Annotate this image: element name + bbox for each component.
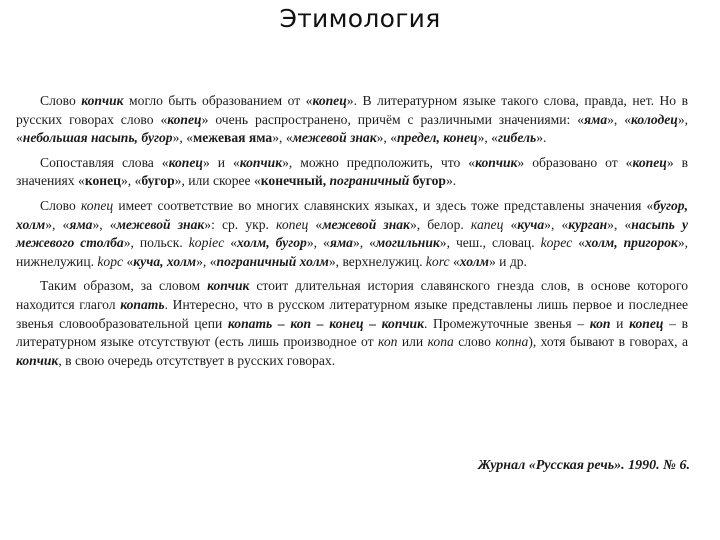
text-run: межевая яма xyxy=(193,130,273,146)
text-run: korc xyxy=(425,253,450,269)
paragraph-2: Сопоставляя слова «копец» и «копчик», можно предположить, что «копчик» образовано от «копец» в значениях «конец», «бугор», или скорее «конечный, пограничный бугор». xyxy=(16,154,689,189)
text-run: kopiec xyxy=(188,235,225,251)
source-citation: Журнал «Русская речь». 1990. № 6. xyxy=(477,458,690,473)
text-run: копец xyxy=(629,315,664,331)
text-run: копец xyxy=(276,216,309,232)
text-run: копчик xyxy=(16,352,59,368)
text-run: бугор xyxy=(141,173,175,189)
text-run: яма xyxy=(69,216,93,232)
text-run: копна xyxy=(495,334,529,350)
text-run: конец xyxy=(84,173,121,189)
text-run: колодец xyxy=(631,111,678,127)
text-run: копчик xyxy=(81,93,124,108)
text-run: холм, пригорок xyxy=(585,235,678,251)
text-run: копец xyxy=(80,197,114,213)
paragraph-3: Слово копец имеет соответствие во многих славянских языках, и здесь тоже представлены значения «бугор, холм», «яма», «межевой знак»: ср. укр. копец «межевой знак», белор. капец «куча», «курган», «насыпь у межевого столба», польск. kopiec «холм, бугор», «яма», «могильник», чеш., словац. kopec «холм, пригорок», нижнелужиц. kopc «куча, холм», «пограничный холм», верхнелужиц. korc «холм» и др. xyxy=(16,197,689,269)
text-run: копчик xyxy=(207,278,250,294)
text-run: копчик xyxy=(475,154,518,170)
text-run: копец xyxy=(168,154,203,170)
text-run: межевой знак xyxy=(322,216,410,232)
text-run: холм xyxy=(459,253,489,269)
text-run: куча xyxy=(517,216,545,232)
text-run: пограничный холм xyxy=(216,253,329,269)
text-run: пограничный xyxy=(329,173,410,189)
text-run: гибель xyxy=(497,130,537,146)
text-run: могильник xyxy=(375,235,440,251)
text-run: коп xyxy=(589,315,611,331)
text-run: kopec xyxy=(540,235,573,251)
text-run: яма xyxy=(329,235,353,251)
text-run: копец xyxy=(167,111,202,127)
text-run: небольшая насыпь, бугор xyxy=(22,130,173,146)
text-run: предел, конец xyxy=(397,130,478,146)
text-run: курган xyxy=(568,216,608,232)
page-title: Этимология xyxy=(279,4,441,33)
text-run: яма xyxy=(584,111,608,127)
text-run: копать – коп – конец – копчик xyxy=(227,315,424,331)
text-run: конечный, xyxy=(260,173,330,189)
text-run: бугор xyxy=(409,173,446,189)
text-run: межевой знак xyxy=(116,216,205,232)
text-run: насыпь у межевого столба xyxy=(16,216,689,251)
text-run: коп xyxy=(378,334,398,350)
paragraph-4: Таким образом, за словом копчик стоит длительная история славянского гнезда слов, в основе которого находится глагол копать. Интересно, что в русском литературном языке представлены лишь первое и последнее звенья словообразовательной цепи копать – коп – конец – копчик. Промежуточные звенья – коп и копец – в литературном языке отсутствуют (есть лишь производное от коп или копа слово копна), хотя бывают в говорах, а копчик, в свою очередь отсутствует в русских говорах. xyxy=(16,278,689,368)
text-run: копец xyxy=(312,93,347,108)
paragraph-1: Слово копчик могло быть образованием от «копец». В литературном языке такого слова, правда, нет. Но в русских говорах слово «копец» очень распространено, причём с различными значениями: «яма», «колодец», «небольшая насыпь, бугор», «межевая яма», «межевой знак», «предел, конец», «гибель». xyxy=(16,93,689,146)
text-run: копа xyxy=(427,334,454,350)
text-run: бугор, холм xyxy=(16,197,689,232)
text-run: kopc xyxy=(97,253,124,269)
text-run: капец xyxy=(470,216,504,232)
etymology-text xyxy=(16,92,688,376)
text-run: копец xyxy=(632,154,667,170)
text-run: холм, бугор xyxy=(237,235,307,251)
text-run: копать xyxy=(120,296,165,312)
text-run: куча, холм xyxy=(133,253,197,269)
text-run: межевой знак xyxy=(292,130,377,146)
text-run: копчик xyxy=(239,154,283,170)
